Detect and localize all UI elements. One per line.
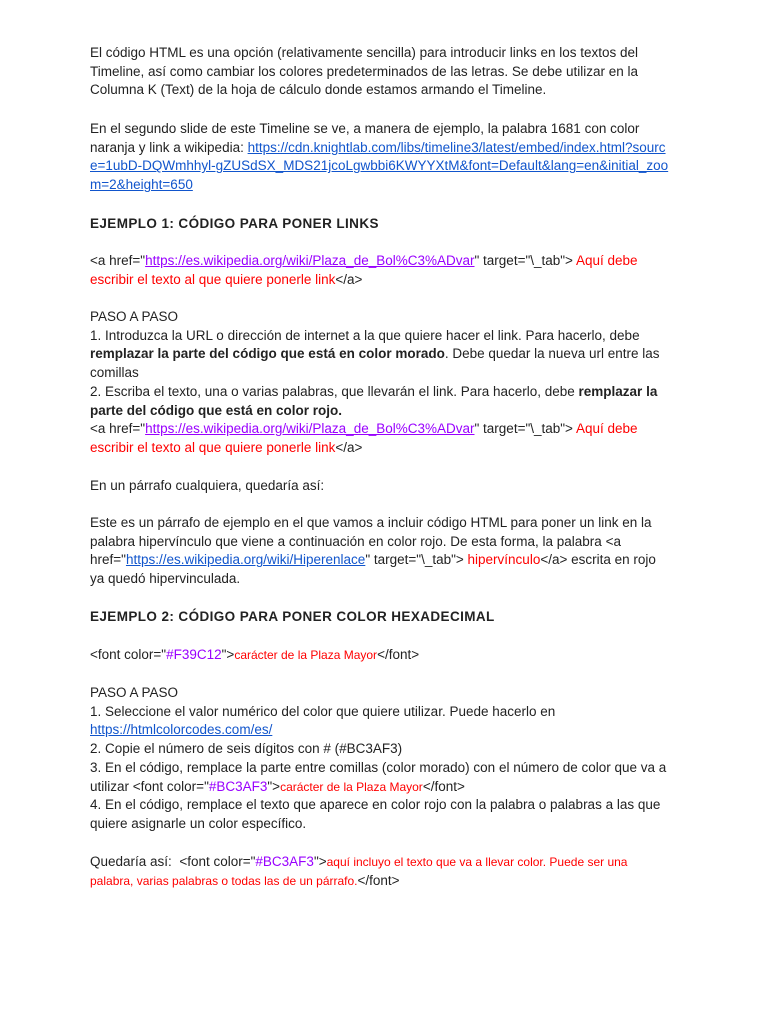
code-target-attr: " target="\_tab"> [474, 253, 576, 268]
step-1-bold: remplazar la parte del código que está en color morado [90, 346, 445, 362]
ejemplo2-code-block [90, 646, 672, 665]
intro-paragraph [90, 44, 672, 100]
font-tag-close: "> [313, 854, 327, 869]
step-2-code-block [90, 420, 672, 457]
step-2-text: 2. Escriba el texto, una o varias palabras, que llevarán el link. Para hacerlo, debe [90, 383, 579, 399]
ex2-step-1 [90, 703, 672, 740]
font-open-tag: <font color=" [90, 647, 167, 662]
sample-text: Este es un párrafo de ejemplo en el que vamos a incluir código HTML para poner un link en la palabra hipervínculo que viene a continuación en color rojo. De esta forma, la palabra <a href=" [90, 515, 652, 568]
ex2-step-4: 4. En el código, remplace el texto que aparece en color rojo con la palabra o palabras a las que quiere asignarle un color específico. [90, 797, 661, 831]
ejemplo1-steps [90, 308, 672, 458]
ejemplo1-heading: EJEMPLO 1: CÓDIGO PARA PONER LINKS [90, 216, 379, 231]
font-color-value: #BC3AF3 [255, 854, 314, 869]
code-link-text: Aquí debe escribir el texto al que quiere ponerle link [90, 253, 638, 287]
ex2-step-3 [90, 759, 672, 796]
font-close-tag: </font> [422, 778, 465, 794]
font-colored-text: carácter de la Plaza Mayor [234, 648, 378, 662]
paso-a-paso-heading-2: PASO A PASO [90, 685, 179, 700]
paso-a-paso-heading: PASO A PASO [90, 309, 179, 324]
font-open-tag: <font color=" [179, 854, 256, 869]
font-tag-close: "> [221, 647, 235, 662]
paragraph-intro: En un párrafo cualquiera, quedaría así: [90, 478, 325, 493]
step-2 [90, 383, 672, 420]
font-color-value: #BC3AF3 [208, 778, 268, 794]
code-open-tag: <a href=" [90, 253, 146, 268]
ex2-step-2: 2. Copie el número de seis dígitos con # (#BC3AF3) [90, 741, 403, 757]
code-open-tag: <a href=" [90, 421, 146, 437]
intro-text: El código HTML es una opción (relativamente sencilla) para introducir links en los textos del Timeline, así como cambiar los colores predeterminados de las letras. Se debe utilizar en la Columna K (Text) de la hoja de cálculo donde estamos armando el Timeline. [90, 45, 639, 98]
code-url-link[interactable]: https://es.wikipedia.org/wiki/Plaza_de_Bol%C3%ADvar [145, 421, 475, 437]
timeline-example-link[interactable]: https://cdn.knightlab.com/libs/timeline3/latest/embed/index.html?source=1ubD-DQWmhhyl-gZUSdSX_MDS21jcoLgwbbi6KWYYXtM&font=Default&lang=en&initial_zoom=2&height=650 [90, 139, 669, 193]
example-intro-paragraph [90, 120, 672, 195]
ejemplo1-code-block [90, 252, 672, 289]
code-target-attr: " target="\_tab"> [474, 421, 576, 437]
step-2-bold: remplazar la parte del código que está en color rojo. [90, 383, 658, 418]
ex2-step-1-text: 1. Seleccione el valor numérico del color que quiere utilizar. Puede hacerlo en [90, 703, 556, 719]
step-1-text-end: . Debe quedar la nueva url entre las comillas [90, 346, 660, 381]
font-color-value: #F39C12 [166, 647, 222, 662]
sample-paragraph [90, 514, 672, 589]
font-open-tag: <font color=" [132, 778, 209, 794]
result-label: Quedaría así: [90, 854, 180, 869]
result-colored-text: aquí incluyo el texto que va a llevar color. Puede ser una palabra, varias palabras o todas las de un párrafo. [90, 855, 628, 888]
code-close-tag: </a> [335, 271, 363, 287]
hiperenlace-link[interactable]: https://es.wikipedia.org/wiki/Hiperenlace [125, 552, 366, 568]
font-tag-close: "> [267, 778, 281, 794]
result-paragraph [90, 853, 672, 890]
ejemplo2-heading: EJEMPLO 2: CÓDIGO PARA PONER COLOR HEXADECIMAL [90, 609, 495, 624]
ex2-step-3-text: 3. En el código, remplace la parte entre comillas (color morado) con el número de color que va a utilizar [90, 759, 667, 794]
code-close-tag: </a> [335, 439, 363, 455]
hipervinculo-word: hipervínculo [467, 552, 541, 568]
example-intro-text: En el segundo slide de este Timeline se ve, a manera de ejemplo, la palabra 1681 con color naranja y link a wikipedia: [90, 121, 640, 155]
font-colored-text: carácter de la Plaza Mayor [280, 779, 423, 794]
htmlcolorcodes-link[interactable]: https://htmlcolorcodes.com/es/ [90, 722, 273, 738]
sample-text-end: </a> escrita en rojo ya quedó hipervinculada. [90, 552, 656, 587]
step-1-text: 1. Introduzca la URL o dirección de internet a la que quiere hacer el link. Para hacerlo, debe [90, 327, 640, 343]
sample-target-attr: " target="\_tab"> [365, 552, 468, 568]
font-close-tag: </font> [377, 647, 420, 662]
ejemplo2-steps [90, 684, 672, 834]
code-url-link[interactable]: https://es.wikipedia.org/wiki/Plaza_de_Bol%C3%ADvar [145, 253, 475, 268]
font-close-tag: </font> [357, 872, 400, 888]
step-1 [90, 327, 672, 383]
code-link-text: Aquí debe escribir el texto al que quiere ponerle link [90, 421, 638, 455]
